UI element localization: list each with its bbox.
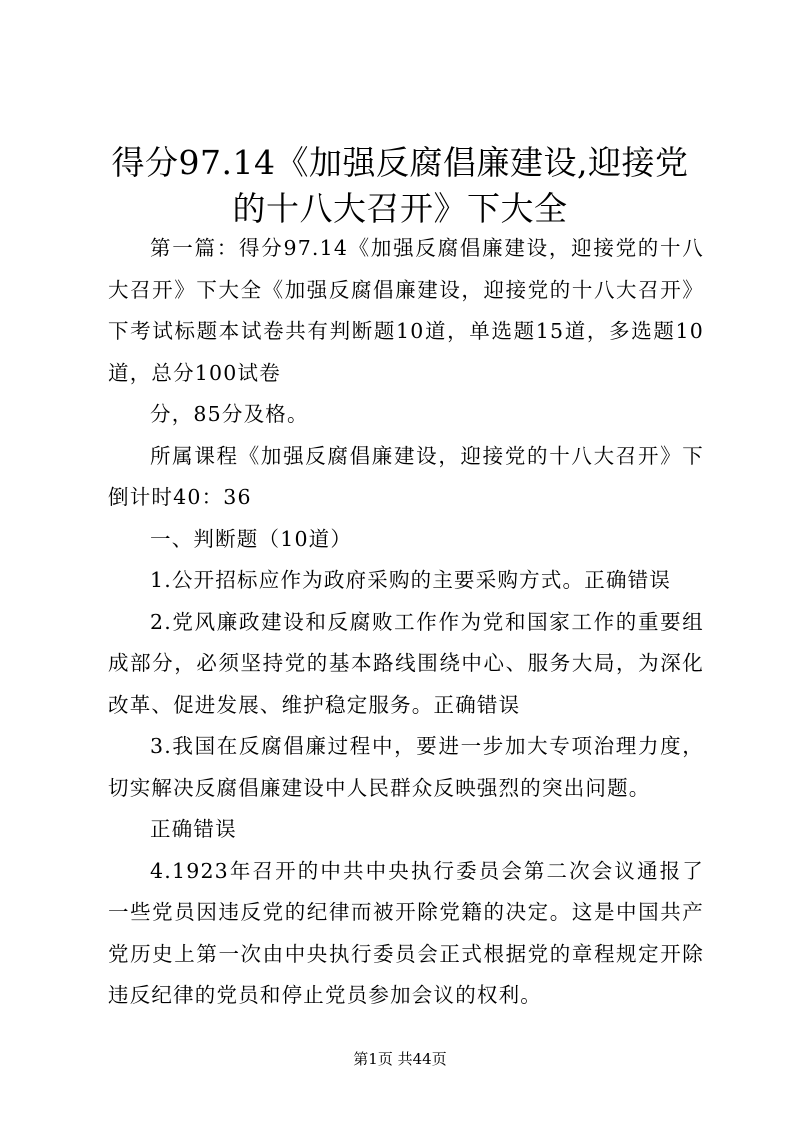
question-1: 1.公开招标应作为政府采购的主要采购方式。正确错误 (150, 568, 672, 592)
section-heading-judgment: 一、判断题（10道） (150, 526, 353, 551)
paragraph-passing-score: 分，85分及格。 (150, 402, 309, 426)
paragraph-intro: 第一篇：得分97.14《加强反腐倡廉建设，迎接党的十八大召开》下大全《加强反腐倡廉建设，迎接党的十八大召开》下考试标题本试卷共有判断题10道，单选题15道，多选题10道，总分100试卷 (108, 236, 704, 385)
page-number-footer: 第1页 共44页 (353, 1050, 447, 1068)
question-2: 2.党风廉政建设和反腐败工作作为党和国家工作的重要组成部分，必须坚持党的基本路线围绕中心、服务大局，为深化改革、促进发展、维护稳定服务。正确错误 (108, 609, 704, 717)
document-body (108, 228, 704, 1017)
question-3: 3.我国在反腐倡廉过程中，要进一步加大专项治理力度，切实解决反腐倡廉建设中人民群众反映强烈的突出问题。 (108, 734, 704, 800)
paragraph-course: 所属课程《加强反腐倡廉建设，迎接党的十八大召开》下倒计时40：36 (108, 443, 704, 509)
document-title: 得分97.14《加强反腐倡廉建设,迎接党的十八大召开》下大全 (111, 143, 689, 228)
question-3-options: 正确错误 (150, 817, 237, 841)
question-4: 4.1923年召开的中共中央执行委员会第二次会议通报了一些党员因违反党的纪律而被开除党籍的决定。这是中国共产党历史上第一次由中央执行委员会正式根据党的章程规定开除违反纪律的党员和停止党员参加会议的权利。 (108, 858, 704, 1007)
